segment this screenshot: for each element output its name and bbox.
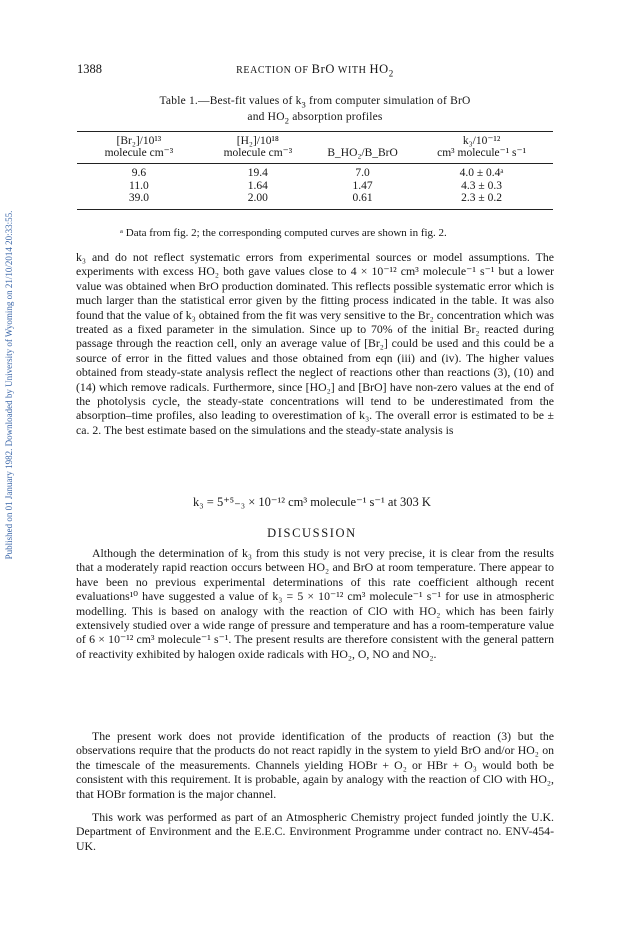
col-header-ratio: B_HO₂/B_BrO — [315, 132, 410, 164]
table-caption: Table 1.—Best-fit values of $k_3$ from computer simulation of BrO and $HO_2$ absorption profiles — [159, 95, 471, 126]
cell-h2: 19.4 — [247, 167, 268, 179]
col-header-h2: [H₂]/10¹⁸ molecule cm⁻³ — [201, 132, 315, 164]
cell-h2: 2.00 — [201, 192, 315, 209]
rate-equation: k₃ = 5⁺⁵₋₃ × 10⁻¹² cm³ molecule⁻¹ s⁻¹ at 303 K — [193, 495, 431, 509]
col-header-br2: [Br₂]/10¹³ molecule cm⁻³ — [77, 132, 201, 164]
cell-ratio: 1.47 — [352, 179, 373, 192]
page-header — [77, 62, 553, 79]
table-row — [77, 164, 553, 180]
download-watermark — [2, 150, 16, 620]
running-head: REACTION OF BrO WITH $HO_2$ — [236, 62, 394, 79]
cell-ratio: 0.61 — [315, 192, 410, 209]
body-paragraph: The present work does not provide identification of the products of reaction (3) but the observations require that the products do not react rapidly in the system to yield BrO and/or HO₂ on the timescale of the measurements. Channels yielding HOBr + O₂ or HBr + O₃ would both be consistent with this requirement. It is probable, again by analogy with the reaction of ClO with HO₂, that HOBr formation is the major channel. — [76, 729, 554, 801]
cell-k3: 4.3 ± 0.3 — [461, 179, 502, 192]
table-row — [77, 180, 553, 193]
section-heading-discussion: DISCUSSION — [267, 526, 357, 540]
table-row — [77, 192, 553, 209]
table-header-row — [77, 132, 553, 164]
cell-ratio: 7.0 — [355, 167, 370, 179]
download-watermark-text: Published on 01 January 1982. Downloaded by University of Wyoming on 21/10/2014 20:33:55. — [4, 210, 14, 560]
cell-k3: 4.0 ± 0.4ᵃ — [459, 167, 504, 179]
cell-br2: 9.6 — [131, 167, 147, 179]
table-footnote: ᵃ Data from fig. 2; the corresponding computed curves are shown in fig. 2. — [120, 227, 447, 239]
cell-br2: 39.0 — [77, 192, 201, 209]
cell-h2: 1.64 — [247, 179, 268, 192]
page-number: 1388 — [77, 62, 102, 76]
body-paragraph: Although the determination of k₃ from this study is not very precise, it is clear from the results that a moderately rapid reaction occurs between HO₂ and BrO at room temperature. There appear to have been no previous experimental determinations of this rate coefficient although recent evaluations¹⁰ have suggested a value of k₃ = 5 × 10⁻¹² cm³ molecule⁻¹ s⁻¹ for use in atmospheric modelling. This is based on analogy with the reaction of ClO with HO₂ which has been fairly extensively studied over a wide range of pressure and temperature and has a room-temperature value of 6 × 10⁻¹² cm³ molecule⁻¹ s⁻¹. The present results are therefore consistent with the general pattern of reactivity exhibited by halogen oxide radicals with HO₂, O, NO and NO₂. — [76, 546, 554, 661]
results-table — [77, 131, 553, 210]
body-paragraph: k₃ and do not reflect systematic errors from experimental sources or model assumptions. The experiments with excess HO₂ both gave values close to 4 × 10⁻¹² cm³ molecule⁻¹ s⁻¹ but a lower value was obtained when BrO production dominated. This reflects possible systematic error which is much larger than the statistical error given by the fitting process indicated in the table. It was also found that the value of k₃ obtained from the fit was very sensitive to the Br₂ concentration which was treated as a fixed parameter in the simulation. Since up to 70% of the initial Br₂ reacted during passage through the reaction cell, only an average value of [Br₂] could be used and this could be a source of error in the fitted values and those obtained from eqn (iii) and (iv). The higher values obtained from steady-state analysis reflect the neglect of reactions other than reactions (3), (10) and (14) which remove radicals. Furthermore, since [HO₂] and [BrO] have non-zero values at the end of the photolysis cycle, the steady-state concentrations will tend to be underestimated from the absorption–time profiles, also leading to overestimation of k₃. The overall error is estimated to be ± ca. 2. The best estimate based on the simulations and the steady-state analysis is — [76, 250, 555, 437]
acknowledgement-paragraph: This work was performed as part of an Atmospheric Chemistry project funded jointly the U.K. Department of Environment and the E.E.C. Environment Programme under contract no. ENV-454-UK. — [76, 810, 554, 853]
cell-br2: 11.0 — [129, 179, 149, 192]
col-header-k3: k₃/10⁻¹² cm³ molecule⁻¹ s⁻¹ — [410, 132, 553, 164]
cell-k3: 2.3 ± 0.2 — [410, 192, 553, 209]
